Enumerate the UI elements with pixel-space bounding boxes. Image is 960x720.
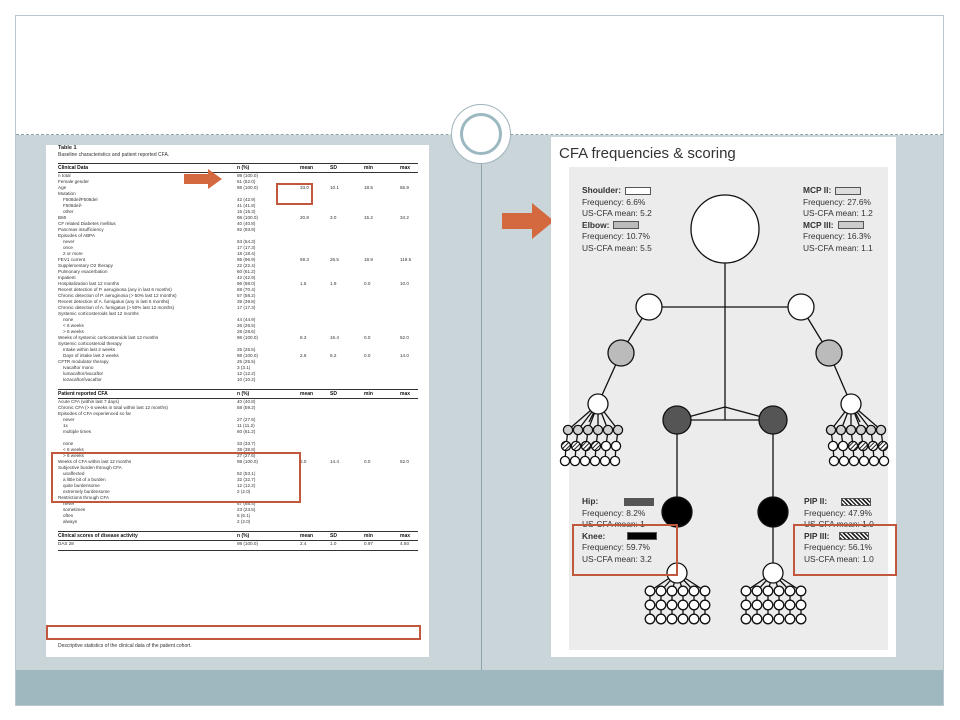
table-title: Table 1 xyxy=(58,145,77,151)
table-cell: 67 (68.4) xyxy=(237,501,256,506)
wrist-joint-left xyxy=(588,394,608,414)
toe-joint xyxy=(678,600,688,610)
table-cell: 98 (100.0) xyxy=(237,173,258,178)
table-cell: 2 (2.0) xyxy=(237,519,251,524)
highlight-das28-row xyxy=(46,625,421,640)
pip2-name: PIP II: xyxy=(804,496,828,506)
pip2-legend-swatch xyxy=(841,498,871,506)
highlight-age-mean xyxy=(276,183,313,205)
pip3-mean: US-CFA mean: 1.0 xyxy=(804,553,874,564)
table-cell: 55.9 xyxy=(400,185,409,190)
table-cell: often xyxy=(63,513,74,518)
table-cell: 18 (18.4) xyxy=(237,251,256,256)
table-cell: 98 (100.0) xyxy=(237,335,258,340)
table-cell: 0.0 xyxy=(364,353,371,358)
finger-joint xyxy=(570,456,579,465)
toe-joint xyxy=(656,614,666,624)
mcp2-legend-swatch xyxy=(835,187,861,195)
toe-joint xyxy=(667,600,677,610)
table-cell: 98 (100.0) xyxy=(237,215,258,220)
table-header-cell: mean xyxy=(300,391,314,397)
table-cell: 18.5 xyxy=(364,185,373,190)
table-cell: 17 (17.3) xyxy=(237,305,256,310)
table-cell: 40 (40.8) xyxy=(237,221,256,226)
finger-joint xyxy=(859,456,868,465)
table-cell: 10.0 xyxy=(400,281,409,286)
table-header-cell: Clinical Data xyxy=(58,165,89,171)
finger-joint xyxy=(600,456,609,465)
finger-joint xyxy=(573,425,582,434)
table-cell: 0.0 xyxy=(364,335,371,340)
table-cell: 0.0 xyxy=(364,459,371,464)
table-cell: 95 (96.9) xyxy=(237,257,256,262)
finger-joint xyxy=(603,425,612,434)
table-cell: 98 (100.0) xyxy=(237,459,258,464)
table-cell: 5.2 xyxy=(330,353,337,358)
table-cell: 25 (25.5) xyxy=(237,359,256,364)
center-divider xyxy=(481,135,482,670)
table-cell: 44 (44.9) xyxy=(237,317,256,322)
table-cell: Recent detection of P. aeruginosa (any in last 6 months) xyxy=(58,287,172,292)
finger-joint xyxy=(878,441,887,450)
baseline-table-image xyxy=(46,145,429,657)
table-cell: 33.0 xyxy=(300,185,309,190)
toe-joint xyxy=(785,600,795,610)
elbow-mean: US-CFA mean: 5.5 xyxy=(582,242,652,253)
finger-joint xyxy=(601,441,610,450)
table-cell: 16.4 xyxy=(330,335,339,340)
table-cell: 51 (52.0) xyxy=(237,179,256,184)
toe-joint xyxy=(689,586,699,596)
table-cell: 58 (59.2) xyxy=(237,405,256,410)
table-cell: 0.97 xyxy=(364,541,373,546)
hip-name: Hip: xyxy=(582,496,599,506)
table-cell: Recent detection of A. fumigatus (any in last 6 months) xyxy=(58,299,170,304)
finger-joint xyxy=(563,425,572,434)
toe-joint xyxy=(796,586,806,596)
knee-name: Knee: xyxy=(582,530,606,541)
table-cell: 63 (64.3) xyxy=(237,239,256,244)
table-cell: F508del/- xyxy=(63,203,83,208)
table-cell: 25 (25.5) xyxy=(237,347,256,352)
mcp3-mean: US-CFA mean: 1.1 xyxy=(803,242,873,253)
table-cell: 34.2 xyxy=(400,215,409,220)
toe-joint xyxy=(752,586,762,596)
table-cell: Days of intake last 2 weeks xyxy=(63,353,119,358)
table-cell: 18.9 xyxy=(364,257,373,262)
finger-joint xyxy=(858,441,867,450)
finger-joint xyxy=(593,425,602,434)
table-cell: 33 (33.7) xyxy=(237,441,256,446)
table-cell: 2.4 xyxy=(300,541,307,546)
toe-joint xyxy=(774,586,784,596)
elbow-joint-left xyxy=(608,340,634,366)
table-cell: 10 (10.2) xyxy=(237,377,256,382)
knee-joint-left xyxy=(662,497,692,527)
finger-joint xyxy=(839,456,848,465)
table-cell: 1x xyxy=(63,423,68,428)
table-rule xyxy=(58,163,418,164)
knee-mean: US-CFA mean: 3.2 xyxy=(582,553,652,564)
finger-joint xyxy=(826,425,835,434)
table-cell: CFTR modulator therapy xyxy=(58,359,109,364)
wrist-joint-right xyxy=(841,394,861,414)
table-cell: Pulmonary exacerbation xyxy=(58,269,108,274)
finger-joint xyxy=(848,441,857,450)
table-cell: Intake within last 2 weeks xyxy=(63,347,116,352)
table-cell: 12 (12.2) xyxy=(237,371,256,376)
toe-joint xyxy=(656,600,666,610)
table-cell: Restrictions through CFA xyxy=(58,495,110,500)
toe-joint xyxy=(645,586,655,596)
table-cell: Pancreas insufficiency xyxy=(58,227,104,232)
table-row xyxy=(58,541,418,547)
table-header-row xyxy=(58,165,418,171)
table-subtitle: Baseline characteristics and patient reported CFA. xyxy=(58,152,170,158)
decorative-circle xyxy=(451,104,511,164)
finger-joint xyxy=(829,456,838,465)
finger-joint xyxy=(571,441,580,450)
hip-frequency: Frequency: 8.2% xyxy=(582,507,646,518)
table-cell: n total xyxy=(58,173,71,178)
table-cell: Chronic detection of P. aeruginosa (> 50% last 12 months) xyxy=(58,293,177,298)
table-cell: Systemic corticosteroids last 12 months xyxy=(58,311,139,316)
table-cell: 39 (39.8) xyxy=(237,299,256,304)
table-cell: tezacaftor/ivacaftor xyxy=(63,377,102,382)
table-cell: 42 (42.9) xyxy=(237,275,256,280)
table-cell: Inpatient xyxy=(58,275,76,280)
finger-joint xyxy=(868,441,877,450)
finger-joint xyxy=(836,425,845,434)
finger-joint xyxy=(869,456,878,465)
table-header-cell: n (%) xyxy=(237,165,250,171)
toe-joint xyxy=(645,600,655,610)
table-cell: F508del/F508del xyxy=(63,197,98,202)
mcp2-name: MCP II: xyxy=(803,185,832,195)
toe-joint xyxy=(785,614,795,624)
table-cell: BMI xyxy=(58,215,67,220)
table-cell: Weeks of CFA within last 12 months xyxy=(58,459,132,464)
elbow-frequency: Frequency: 10.7% xyxy=(582,231,650,241)
toe-joint xyxy=(796,614,806,624)
table-rule xyxy=(58,389,418,390)
toe-joint xyxy=(741,614,751,624)
toe-joint xyxy=(656,586,666,596)
table-cell: > 6 weeks xyxy=(63,329,84,334)
table-cell: unaffected xyxy=(63,471,85,476)
table-cell: 2 or more xyxy=(63,251,83,256)
table-cell: 60 (61.2) xyxy=(237,429,256,434)
table-cell: 17 (17.3) xyxy=(237,245,256,250)
table-header-cell: SD xyxy=(330,533,337,539)
head xyxy=(691,195,759,263)
table-cell: 60 (61.2) xyxy=(237,269,256,274)
table-row xyxy=(58,519,418,525)
ankle-joint-right xyxy=(763,563,783,583)
table-cell: < 6 weeks xyxy=(63,323,84,328)
table-cell: 119.5 xyxy=(400,257,412,262)
table-cell: 2.6 xyxy=(300,353,307,358)
table-cell: 20.8 xyxy=(300,215,309,220)
table-header-cell: min xyxy=(364,533,373,539)
table-header-cell: n (%) xyxy=(237,391,250,397)
table-cell: Subjective burden through CFA xyxy=(58,465,122,470)
table-cell: 52.0 xyxy=(400,459,409,464)
table-cell: never xyxy=(63,239,75,244)
table-cell: always xyxy=(63,519,78,524)
knee-joint-right xyxy=(758,497,788,527)
toe-joint xyxy=(796,600,806,610)
table-cell: 98 (100.0) xyxy=(237,185,258,190)
finger-joint xyxy=(856,425,865,434)
knee-frequency: Frequency: 59.7% xyxy=(582,542,650,552)
toe-joint xyxy=(763,586,773,596)
highlight-pip3 xyxy=(793,524,897,576)
table-cell: quite burdensome xyxy=(63,483,100,488)
table-cell: 6 (6.1) xyxy=(237,513,251,518)
table-cell: 1.0 xyxy=(330,541,337,546)
table-cell: 32 (32.7) xyxy=(237,477,256,482)
table-cell: Weeks of systemic corticosteroids last 12 months xyxy=(58,335,159,340)
table-cell: 12 (12.2) xyxy=(237,483,256,488)
table-cell: 22 (22.4) xyxy=(237,263,256,268)
table-cell: 96 (98.0) xyxy=(237,281,256,286)
mcp3-name: MCP III: xyxy=(803,219,834,230)
bottom-band xyxy=(16,670,943,705)
table-cell: 11 (11.2) xyxy=(237,423,255,428)
table-header-cell: min xyxy=(364,391,373,397)
table-cell: never xyxy=(63,417,75,422)
table-header-cell: Patient reported CFA xyxy=(58,391,108,397)
table-cell: 1.5 xyxy=(300,281,307,286)
mcp-label xyxy=(803,185,873,254)
table-header-cell: SD xyxy=(330,391,337,397)
hip-mean: US-CFA mean: 1 xyxy=(582,519,645,529)
table-rule xyxy=(58,550,418,551)
shoulder-legend-swatch xyxy=(625,187,651,195)
table-cell: Hospitalization last 12 months xyxy=(58,281,120,286)
toe-joint xyxy=(741,586,751,596)
table-header-cell: mean xyxy=(300,165,314,171)
table-cell: FEV1 current xyxy=(58,257,86,262)
finger-joint xyxy=(581,441,590,450)
table-cell: Systemic corticosteroid therapy xyxy=(58,341,122,346)
table-cell: 0.0 xyxy=(364,281,371,286)
table-header-cell: mean xyxy=(300,533,314,539)
table-cell: 4.93 xyxy=(400,541,409,546)
table-cell: CF related Diabetes mellitus xyxy=(58,221,116,226)
table-cell: < 6 weeks xyxy=(63,447,84,452)
toe-joint xyxy=(741,600,751,610)
mcp3-legend-swatch xyxy=(838,221,864,229)
table-cell: sometimes xyxy=(63,507,86,512)
table-cell: a little bit of a burden xyxy=(63,477,106,482)
table-cell: once xyxy=(63,245,73,250)
table-cell: 92 (93.9) xyxy=(237,227,256,232)
table-cell: 26 (26.5) xyxy=(237,323,256,328)
finger-joint xyxy=(838,441,847,450)
finger-joint xyxy=(611,441,620,450)
pip3-name: PIP III: xyxy=(804,530,830,541)
mcp2-frequency: Frequency: 27.6% xyxy=(803,196,871,207)
table-cell: 69 (70.4) xyxy=(237,287,256,292)
toe-joint xyxy=(667,586,677,596)
shoulder-frequency: Frequency: 6.6% xyxy=(582,196,646,207)
table-header-cell: max xyxy=(400,391,411,397)
table-cell: 10.1 xyxy=(330,185,339,190)
table-cell: 3.0 xyxy=(330,215,337,220)
table-cell: 98 (100.0) xyxy=(237,353,258,358)
table-cell: Chronic detection of A. fumigatus (> 50% last 12 months) xyxy=(58,305,175,310)
table-cell: Episodes of CFA experienced so far xyxy=(58,411,132,416)
arrow-to-figure xyxy=(502,203,554,239)
elbow-legend-swatch xyxy=(613,221,639,229)
shoulder-label xyxy=(582,185,652,254)
finger-joint xyxy=(561,441,570,450)
table-cell: Female gender xyxy=(58,179,89,184)
table-cell: Ivacaftor mono xyxy=(63,365,94,370)
table-cell: 3 (3.1) xyxy=(237,365,251,370)
table-cell: 8.3 xyxy=(300,335,307,340)
table-cell: 42 (42.9) xyxy=(237,197,256,202)
table-cell: Episodes of ABPA xyxy=(58,233,95,238)
table-row xyxy=(58,377,418,383)
toe-joint xyxy=(678,586,688,596)
toe-joint xyxy=(700,586,710,596)
mcp3-frequency: Frequency: 16.3% xyxy=(803,231,871,241)
toe-joint xyxy=(752,614,762,624)
finger-joint xyxy=(613,425,622,434)
table-cell: Acute CFA (within last 7 days) xyxy=(58,399,120,404)
shoulder-joint-left xyxy=(636,294,662,320)
table-cell: 8.0 xyxy=(300,459,307,464)
table-cell: 15 (15.3) xyxy=(237,209,256,214)
shoulder-name: Shoulder: xyxy=(582,185,622,195)
toe-joint xyxy=(678,614,688,624)
finger-joint xyxy=(591,441,600,450)
table-header-row xyxy=(58,533,418,539)
table-cell: lumacaftor/ivacaftor xyxy=(63,371,104,376)
figure-title: CFA frequencies & scoring xyxy=(559,145,736,162)
table-cell: DAS 28 xyxy=(58,541,74,546)
table-cell: extremely burdensome xyxy=(63,489,110,494)
table-cell: never xyxy=(63,501,75,506)
finger-joint xyxy=(828,441,837,450)
table-cell: multiple times xyxy=(63,429,92,434)
hip-joint-left xyxy=(663,406,691,434)
toe-joint xyxy=(700,600,710,610)
shoulder-mean: US-CFA mean: 5.2 xyxy=(582,208,652,218)
finger-joint xyxy=(560,456,569,465)
arrow-to-age xyxy=(184,169,224,189)
table-cell: 52.0 xyxy=(400,335,409,340)
pip3-frequency: Frequency: 56.1% xyxy=(804,542,872,552)
toe-joint xyxy=(700,614,710,624)
finger-joint xyxy=(580,456,589,465)
table-header-cell: min xyxy=(364,165,373,171)
toe-joint xyxy=(763,614,773,624)
toe-joint xyxy=(774,614,784,624)
hip-legend-swatch xyxy=(624,498,654,506)
table-cell: 27 (27.6) xyxy=(237,453,256,458)
hip-joint-right xyxy=(759,406,787,434)
table-rule xyxy=(58,531,418,532)
finger-joint xyxy=(590,456,599,465)
toe-joint xyxy=(752,600,762,610)
table-cell: 52 (53.1) xyxy=(237,471,256,476)
table-header-row xyxy=(58,391,418,397)
table-header-cell: max xyxy=(400,533,411,539)
table-cell: 1.9 xyxy=(330,281,337,286)
table-header-cell: max xyxy=(400,165,411,171)
table-cell: 23 (23.5) xyxy=(237,507,256,512)
table-footnote: Descriptive statistics of the clinical data of the patient cohort. xyxy=(58,643,192,649)
table-cell: 38 (38.8) xyxy=(237,447,256,452)
finger-joint xyxy=(876,425,885,434)
table-cell: 41 (41.8) xyxy=(237,203,256,208)
table-cell: none xyxy=(63,317,74,322)
toe-joint xyxy=(667,614,677,624)
table-header-cell: n (%) xyxy=(237,533,250,539)
finger-joint xyxy=(583,425,592,434)
table-cell: Chronic CFA (> 6 weeks in total within last 12 months) xyxy=(58,405,168,410)
table-cell: 28 (28.6) xyxy=(237,329,256,334)
table-cell: none xyxy=(63,441,74,446)
table-cell: 14.4 xyxy=(330,459,339,464)
pip2-frequency: Frequency: 47.9% xyxy=(804,507,872,518)
shoulder-joint-right xyxy=(788,294,814,320)
toe-joint xyxy=(689,600,699,610)
table-cell: Supplementary O2 therapy xyxy=(58,263,113,268)
table-cell: Mutation xyxy=(58,191,76,196)
toe-joint xyxy=(763,600,773,610)
table-cell: 57 (58.2) xyxy=(237,293,256,298)
table-header-cell: SD xyxy=(330,165,337,171)
elbow-name: Elbow: xyxy=(582,219,610,230)
table-cell: 2 (2.0) xyxy=(237,489,251,494)
pip2-mean: US-CFA mean: 1.0 xyxy=(804,519,874,529)
table-cell: 98 (100.0) xyxy=(237,541,258,546)
table-cell: 27 (27.6) xyxy=(237,417,256,422)
finger-joint xyxy=(610,456,619,465)
table-cell: 40 (40.8) xyxy=(237,399,256,404)
table-cell: other xyxy=(63,209,74,214)
table-cell: Age xyxy=(58,185,67,190)
finger-joint xyxy=(866,425,875,434)
toe-joint xyxy=(785,586,795,596)
finger-joint xyxy=(879,456,888,465)
table-cell: > 6 weeks xyxy=(63,453,84,458)
toe-joint xyxy=(645,614,655,624)
toe-joint xyxy=(774,600,784,610)
mcp2-mean: US-CFA mean: 1.2 xyxy=(803,208,873,218)
finger-joint xyxy=(849,456,858,465)
elbow-joint-right xyxy=(816,340,842,366)
table-header-cell: Clinical scores of disease activity xyxy=(58,533,138,539)
table-cell: 15.2 xyxy=(364,215,373,220)
table-cell: 59.3 xyxy=(300,257,309,262)
finger-joint xyxy=(846,425,855,434)
toe-joint xyxy=(689,614,699,624)
table-cell: 26.5 xyxy=(330,257,339,262)
highlight-cfa-rows xyxy=(51,452,301,503)
table-cell: 14.0 xyxy=(400,353,409,358)
highlight-knee xyxy=(572,524,678,576)
